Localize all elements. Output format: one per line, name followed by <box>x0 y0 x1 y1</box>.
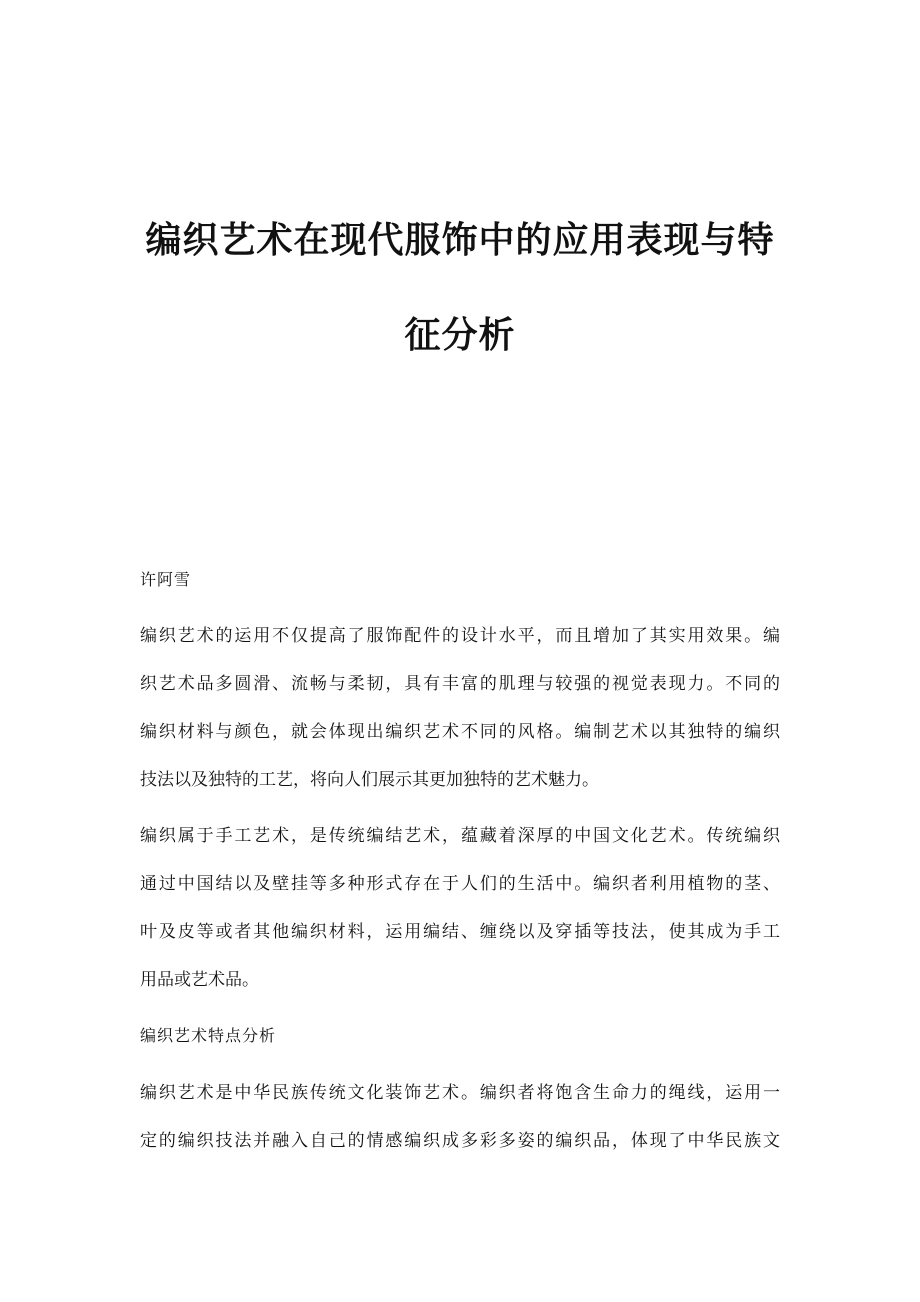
paragraph-line: 织艺术品多圆滑、流畅与柔韧，具有丰富的肌理与较强的视觉表现力。不同的 <box>140 674 780 694</box>
paragraph-line: 编织材料与颜色，就会体现出编织艺术不同的风格。编制艺术以其独特的编织 <box>140 722 780 742</box>
paragraph-line: 通过中国结以及壁挂等多种形式存在于人们的生活中。编织者利用植物的茎、 <box>140 874 780 894</box>
paragraph-2 <box>140 826 780 990</box>
paragraph-line: 编织属于手工艺术，是传统编结艺术，蕴藏着深厚的中国文化艺术。传统编织 <box>140 826 780 846</box>
document-title-line-2: 征分析 <box>404 314 516 356</box>
author-name: 许阿雪 <box>140 570 192 589</box>
paragraph-line: 编织艺术的运用不仅提高了服饰配件的设计水平，而且增加了其实用效果。编 <box>140 626 780 646</box>
paragraph-line: 定的编织技法并融入自己的情感编织成多彩多姿的编织品，体现了中华民族文 <box>140 1131 780 1151</box>
paragraph-line: 编织艺术是中华民族传统文化装饰艺术。编织者将饱含生命力的绳线，运用一 <box>140 1083 780 1103</box>
paragraph-line: 叶及皮等或者其他编织材料，运用编结、缠绕以及穿插等技法，使其成为手工 <box>140 922 780 942</box>
paragraph-1 <box>140 626 780 790</box>
paragraph-3 <box>140 1083 780 1151</box>
document-title-line-1: 编织艺术在现代服饰中的应用表现与特 <box>145 219 775 261</box>
paragraph-line: 用品或艺术品。 <box>140 970 259 990</box>
section-heading: 编织艺术特点分析 <box>140 1026 277 1045</box>
paragraph-line: 技法以及独特的工艺，将向人们展示其更加独特的艺术魅力。 <box>140 770 599 790</box>
